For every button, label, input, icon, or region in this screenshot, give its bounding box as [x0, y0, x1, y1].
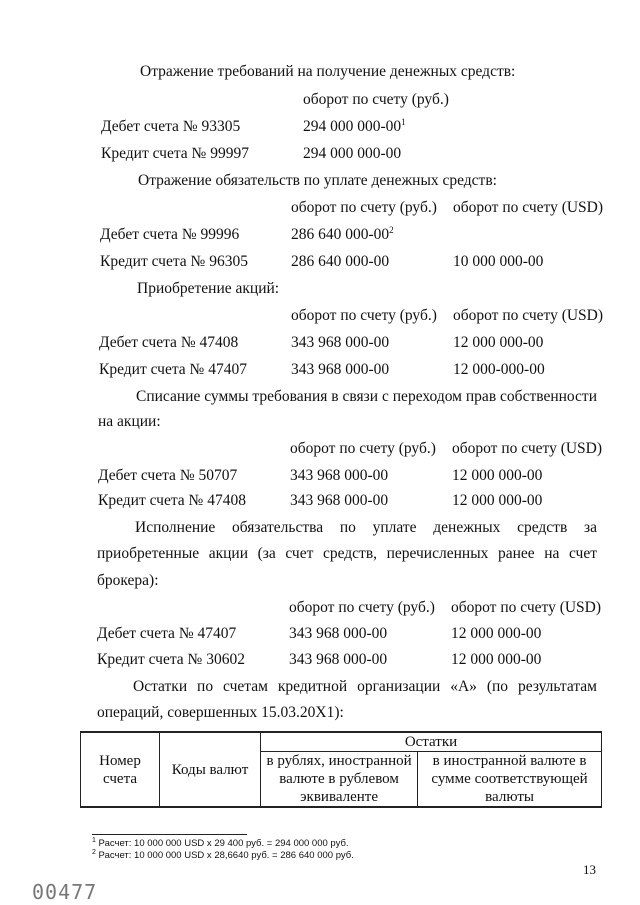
section5-heading-line3: брокера):	[97, 572, 159, 589]
section3-row1-label: Дебет счета № 47408	[99, 334, 239, 351]
section5-col-usd: оборот по счету (USD)	[451, 599, 602, 616]
footnote-ref-1: 1	[401, 116, 406, 127]
section2-col-usd: оборот по счету (USD)	[453, 199, 604, 216]
section2-row1-label: Дебет счета № 99996	[100, 226, 240, 243]
section4-row1-rub: 343 968 000-00	[290, 467, 389, 484]
section5-heading-line1: Исполнение обязательства по уплате денежных средств за	[135, 519, 597, 536]
section5-row1-usd: 12 000 000-00	[451, 625, 542, 642]
balances-table	[80, 731, 602, 808]
section3-col-usd: оборот по счету (USD)	[453, 307, 604, 324]
section4-heading-line1: Списание суммы требования в связи с переходом прав собственности	[136, 388, 597, 405]
section5-row1-rub: 343 968 000-00	[289, 625, 388, 642]
section1-row2-rub: 294 000 000-00	[303, 145, 402, 162]
section3-row2-label: Кредит счета № 47407	[99, 361, 247, 378]
col-account-header: Номер счета	[81, 732, 160, 807]
section2-row2-label: Кредит счета № 96305	[100, 253, 248, 270]
section2-row2-rub: 286 640 000-00	[291, 253, 390, 270]
section3-row2-usd: 12 000-000-00	[453, 361, 545, 378]
section3-col-rub: оборот по счету (руб.)	[291, 307, 437, 324]
footnote-2: $^2$ Расчет: 10 000 000 USD х 28,6640 руб. = 286 640 000 руб.	[92, 848, 354, 861]
section4-row1-usd: 12 000 000-00	[452, 467, 543, 484]
footnote-1: $^1$ Расчет: 10 000 000 USD х 29 400 руб. = 294 000 000 руб.	[92, 836, 349, 849]
section4-row2-label: Кредит счета № 47408	[98, 492, 246, 509]
section3-row2-rub: 343 968 000-00	[291, 361, 390, 378]
balances-heading-line2: операций, совершенных 15.03.20Х1):	[97, 704, 344, 721]
balances-heading-line1: Остатки по счетам кредитной организации «А» (по результатам	[133, 678, 597, 695]
section1-row2-label: Кредит счета № 99997	[101, 145, 249, 162]
col-currency-header: Коды валют	[160, 732, 261, 807]
col-rub-equiv-header: в рублях, иностранной валюте в рублевом эквиваленте	[261, 752, 418, 808]
section5-col-rub: оборот по счету (руб.)	[289, 599, 435, 616]
section1-col-rub: оборот по счету (руб.)	[303, 91, 449, 108]
section5-row2-rub: 343 968 000-00	[289, 651, 388, 668]
section2-heading: Отражение обязательств по уплате денежных средств:	[138, 172, 497, 189]
section5-row2-usd: 12 000 000-00	[451, 651, 542, 668]
section4-col-rub: оборот по счету (руб.)	[290, 440, 436, 457]
col-foreign-header: в иностранной валюте в сумме соответствующей валюты	[418, 752, 602, 808]
section1-heading: Отражение требований на получение денежных средств:	[140, 63, 516, 80]
footnote-separator	[92, 834, 247, 835]
col-group-header: Остатки	[261, 732, 602, 752]
section4-row1-label: Дебет счета № 50707	[98, 467, 238, 484]
page-number: 13	[583, 862, 596, 877]
section4-heading-line2: на акции:	[98, 413, 161, 430]
section1-row1-label: Дебет счета № 93305	[101, 118, 241, 135]
section2-col-rub: оборот по счету (руб.)	[291, 199, 437, 216]
section5-heading-line2: приобретенные акции (за счет средств, перечисленных ранее на счет	[97, 545, 597, 562]
section4-row2-rub: 343 968 000-00	[290, 492, 389, 509]
section5-row2-label: Кредит счета № 30602	[97, 651, 245, 668]
footnote-ref-2: 2	[389, 224, 394, 235]
archive-stamp: 00477	[32, 880, 98, 904]
section3-heading: Приобретение акций:	[137, 280, 280, 297]
section1-row1-rub: 294 000 $000-00^1$	[303, 116, 406, 135]
section2-row1-rub: 286 640 $000-00^2$	[291, 224, 394, 243]
section5-row1-label: Дебет счета № 47407	[97, 625, 237, 642]
section4-row2-usd: 12 000 000-00	[452, 492, 543, 509]
section2-row2-usd: 10 000 000-00	[453, 253, 544, 270]
section3-row1-usd: 12 000 000-00	[453, 334, 544, 351]
section4-col-usd: оборот по счету (USD)	[452, 440, 603, 457]
section3-row1-rub: 343 968 000-00	[291, 334, 390, 351]
